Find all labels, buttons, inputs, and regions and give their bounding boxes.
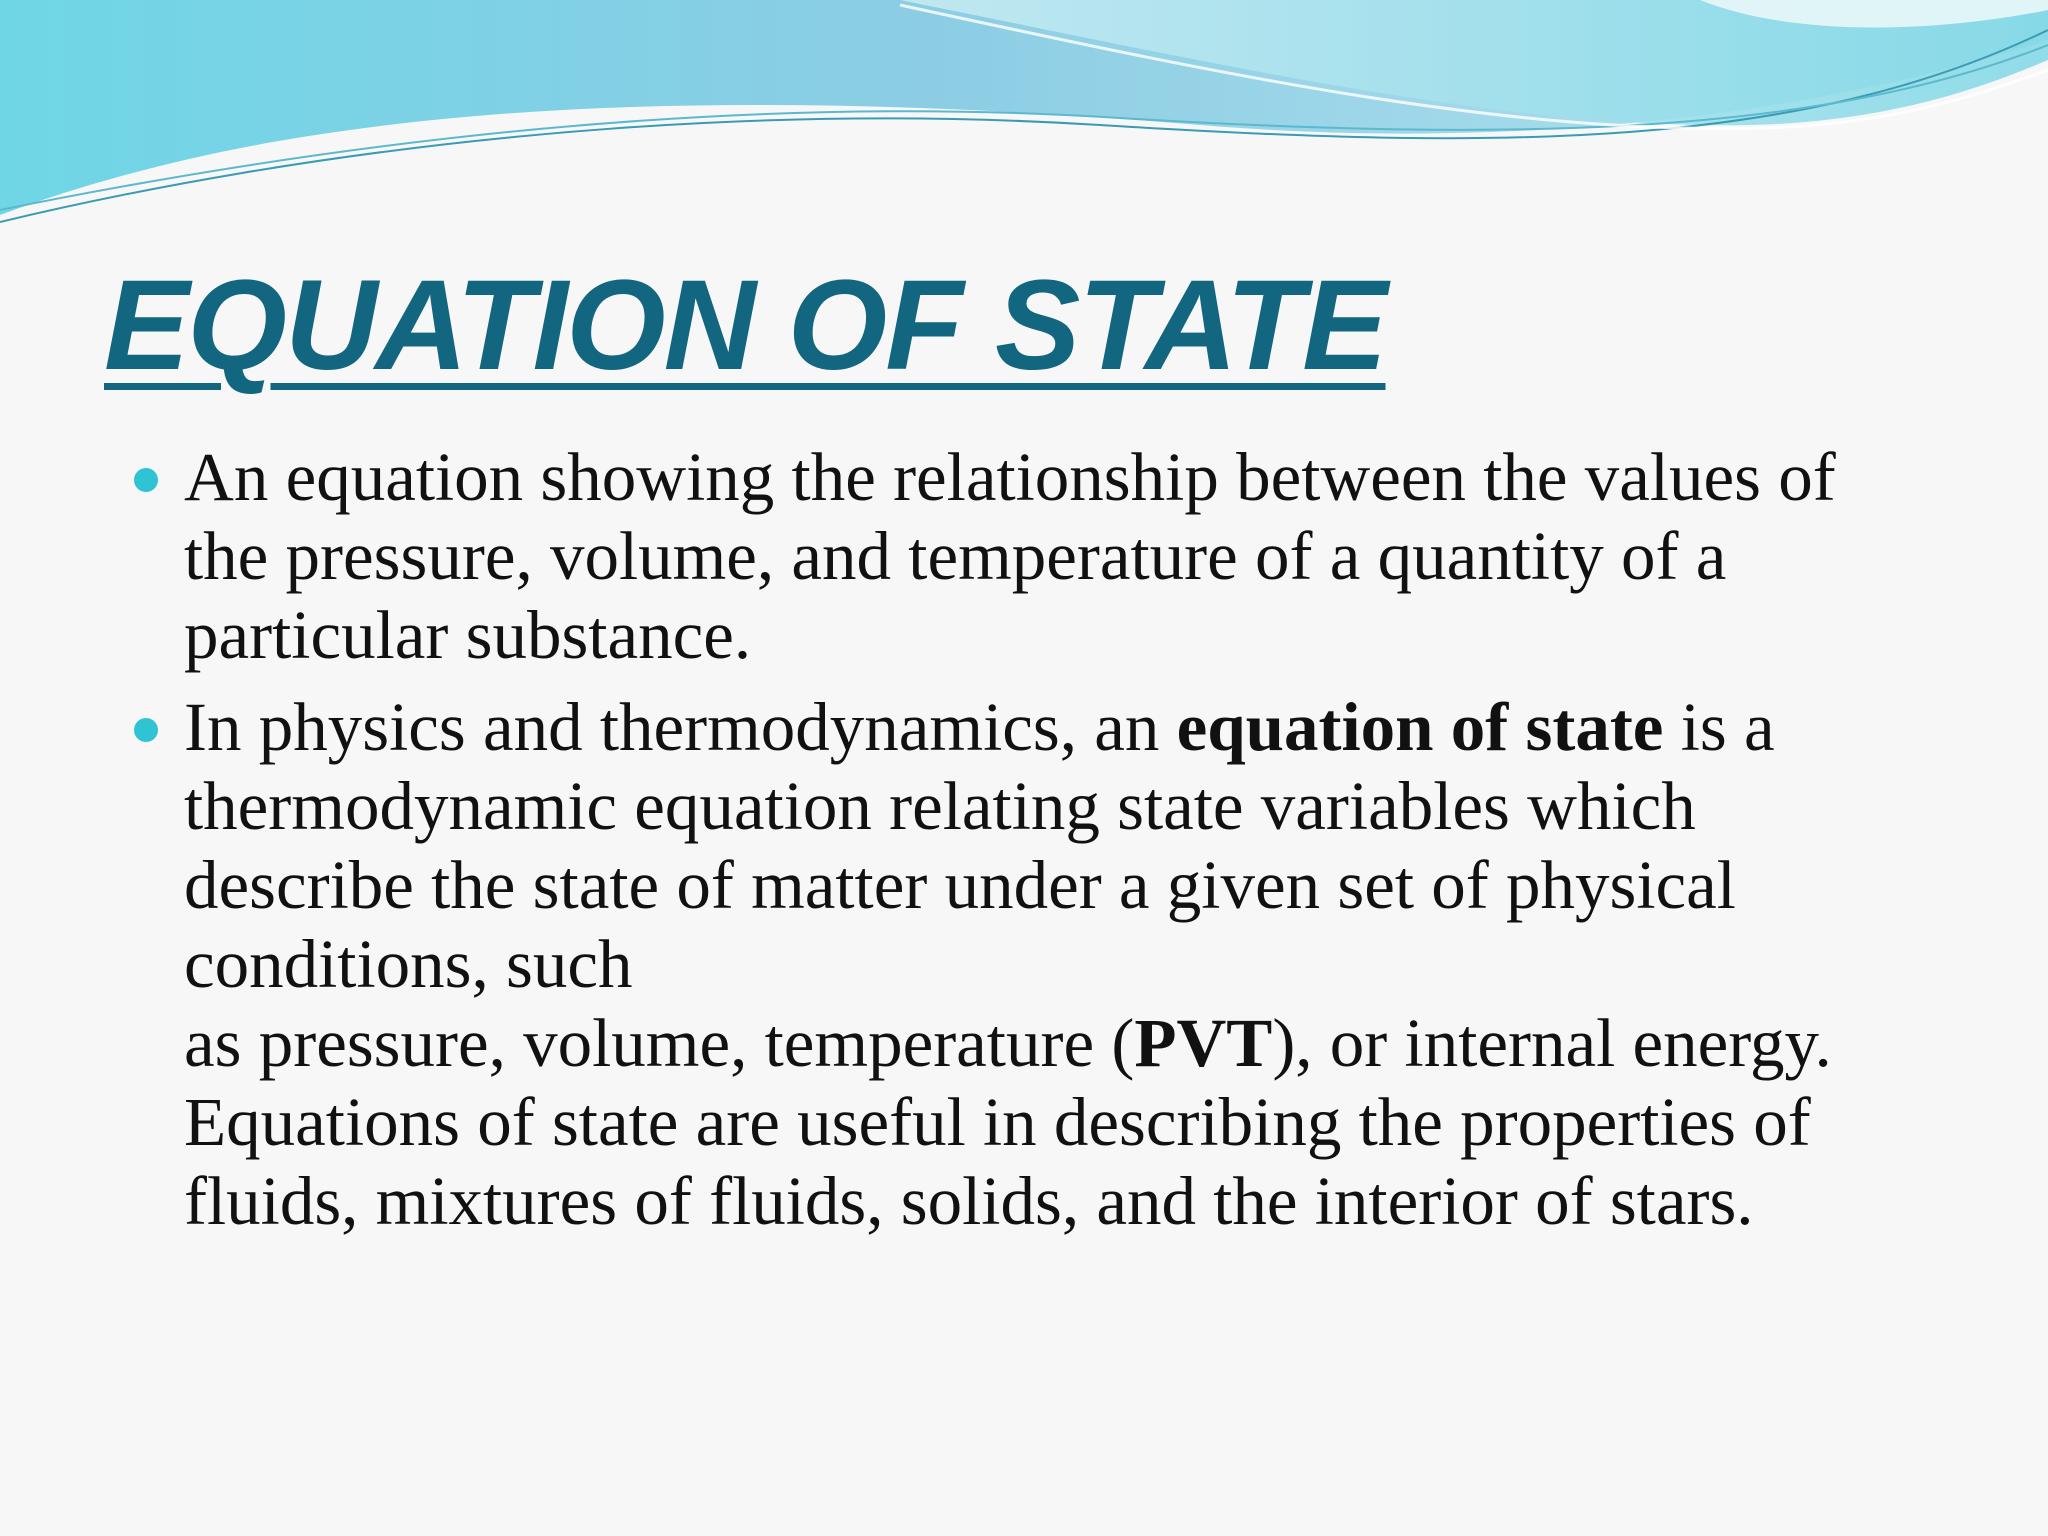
bullet-list	[184, 438, 1924, 1254]
page-title: EQUATION OF STATE	[104, 254, 1386, 397]
list-item	[184, 688, 1924, 1241]
bullet-text-segment: In physics and thermodynamics, an	[184, 689, 1177, 765]
bold-term: equation of state	[1176, 689, 1664, 765]
bullet-dot-icon	[134, 468, 158, 492]
bullet-text-segment: is a thermodynamic equation relating state variables which describe the state of matter under a given set of physical conditions, such	[184, 689, 1775, 1002]
list-item	[184, 438, 1924, 675]
header-wave-decoration	[0, 0, 2048, 240]
bullet-text-segment: as pressure, volume, temperature (	[184, 1005, 1135, 1081]
bullet-text: An equation showing the relationship between the values of the pressure, volume, and temperature of a quantity of a particular substance.	[184, 439, 1836, 673]
bold-term: PVT	[1134, 1005, 1273, 1081]
bullet-dot-icon	[134, 718, 158, 742]
bullet-text-segment: ), or internal energy. Equations of state are useful in describing the properties of fluids, mixtures of fluids, solids, and the interior of stars.	[184, 1005, 1832, 1239]
